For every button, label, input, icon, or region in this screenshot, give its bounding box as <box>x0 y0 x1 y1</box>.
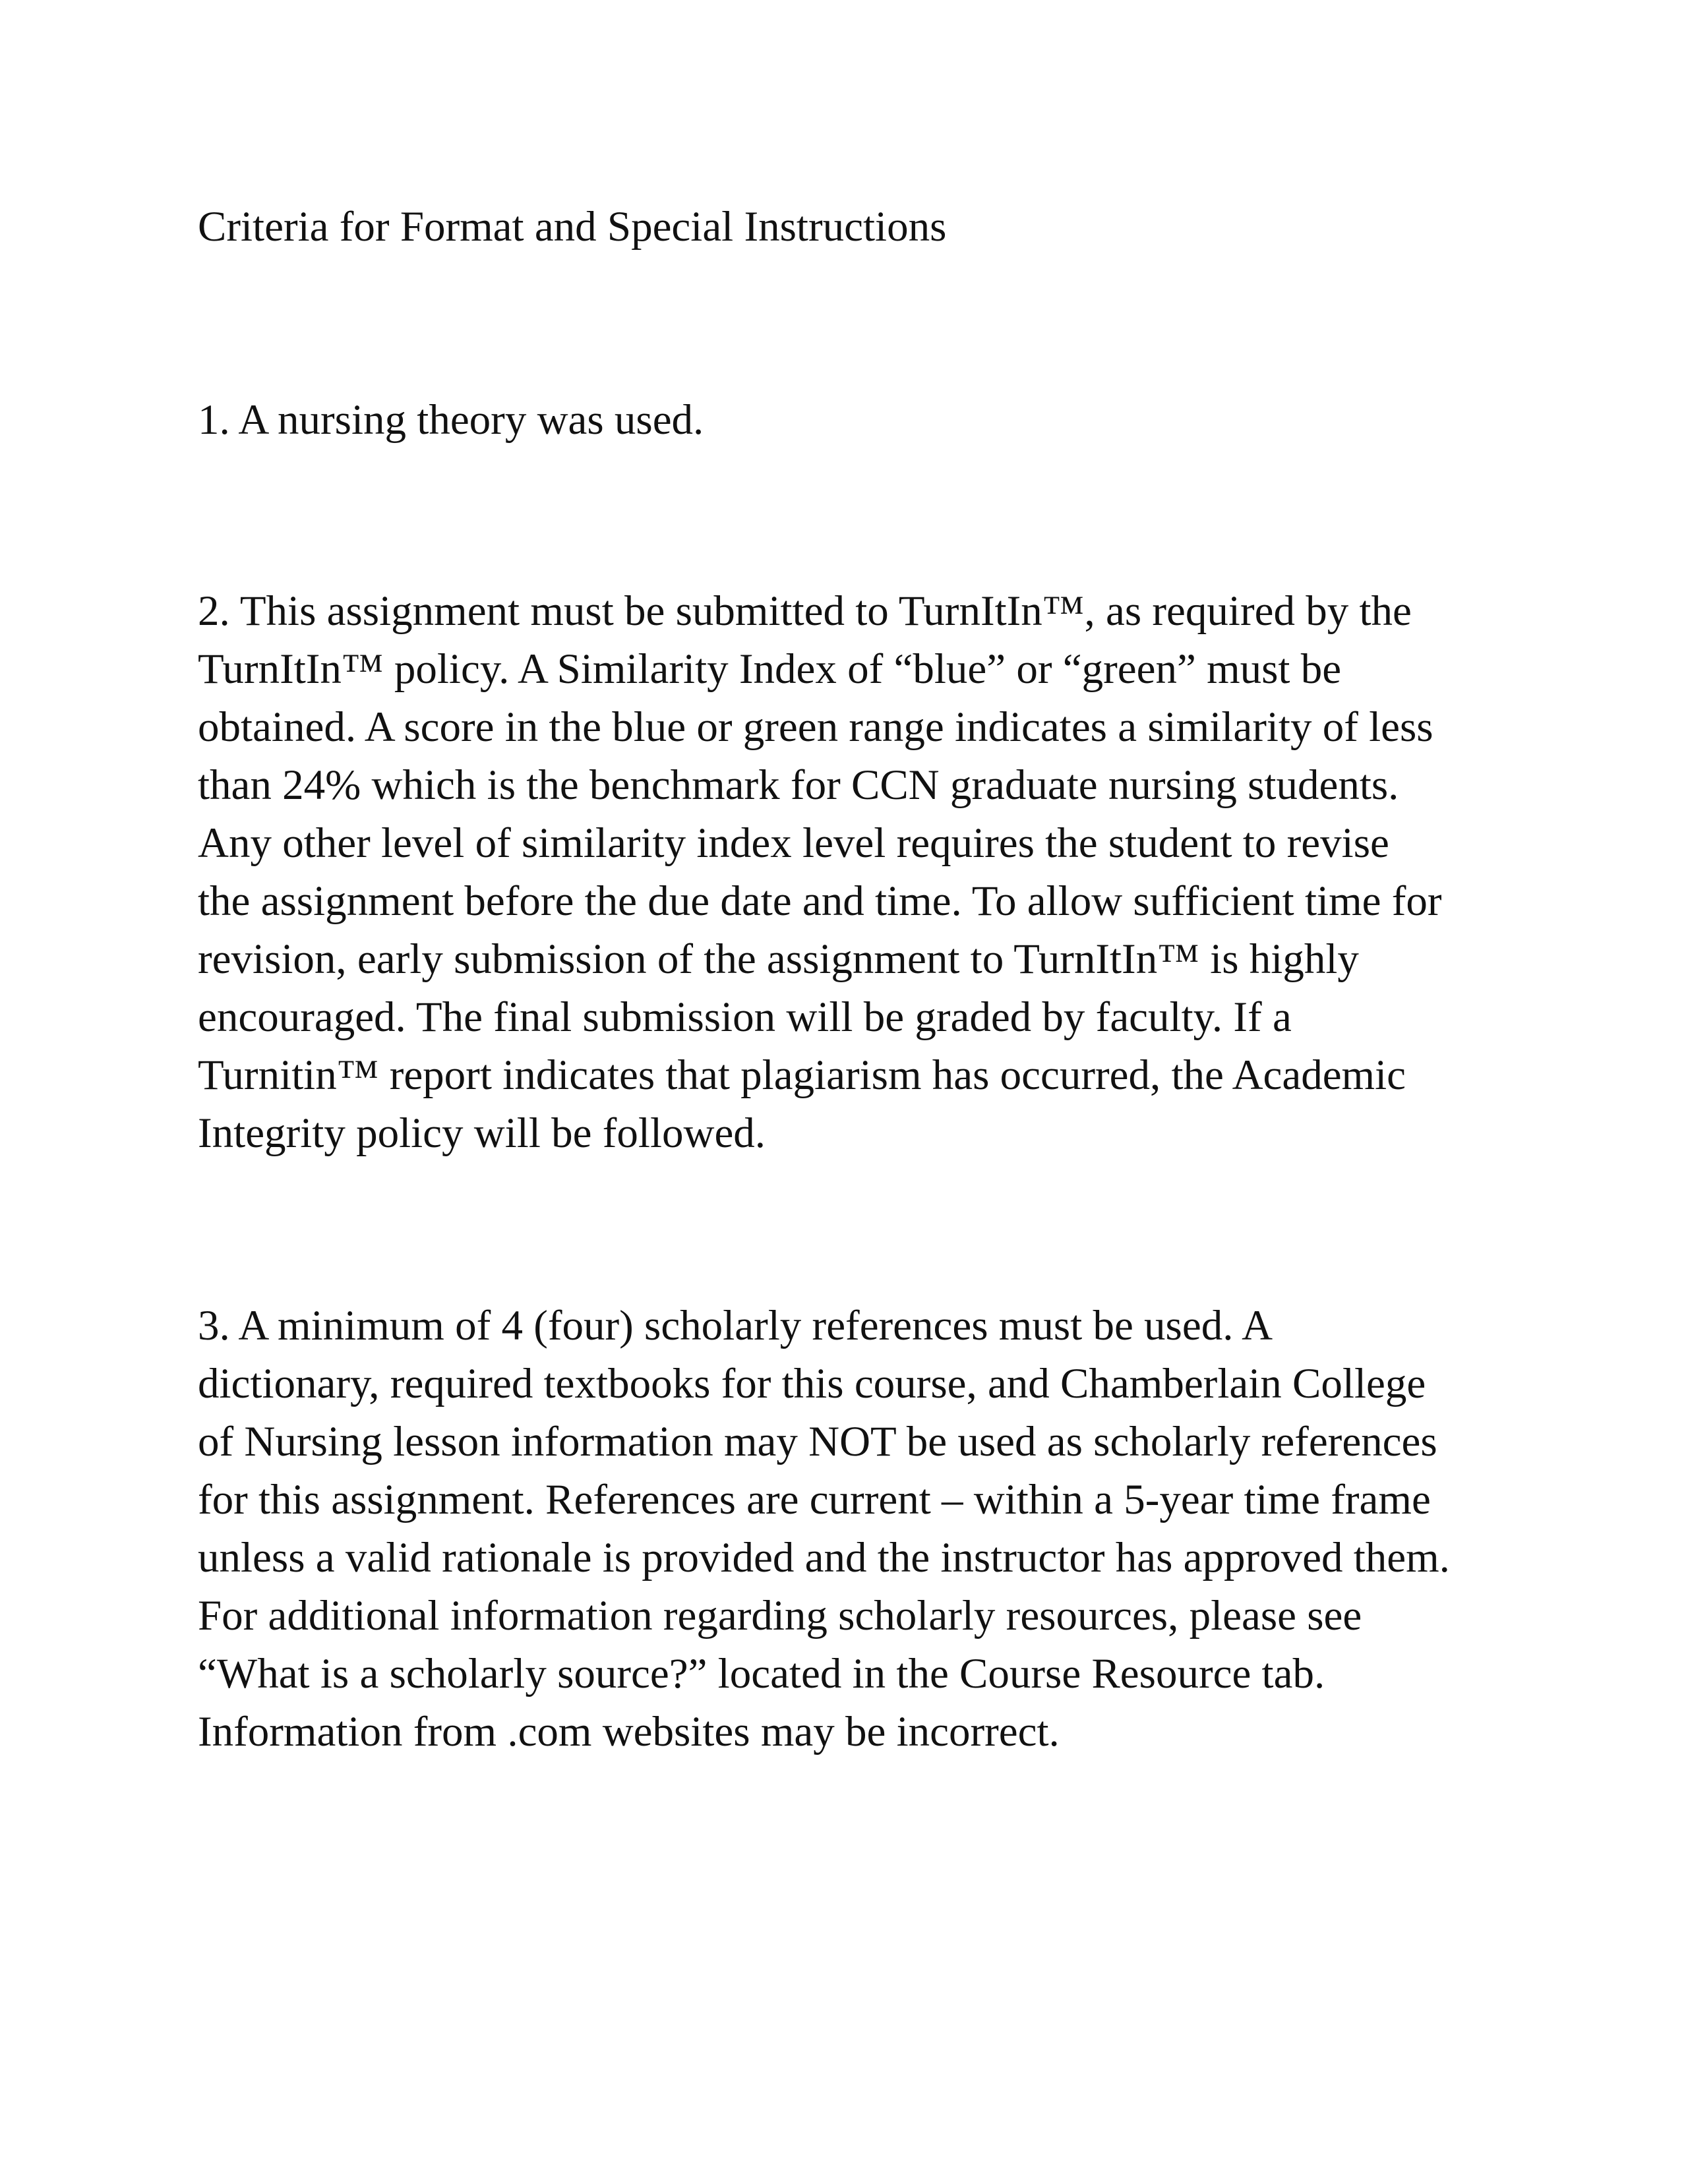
title-line: Criteria for Format and Special Instructions <box>198 203 947 251</box>
text-line: encouraged. The final submission will be graded by faculty. If a <box>198 993 1292 1041</box>
text-line: TurnItIn™ policy. A Similarity Index of “blue” or “green” must be <box>198 645 1342 693</box>
document-title <box>198 198 1517 256</box>
text-line: of Nursing lesson information may NOT be used as scholarly references <box>198 1418 1437 1465</box>
text-line: dictionary, required textbooks for this course, and Chamberlain College <box>198 1360 1426 1407</box>
text-line: Turnitin™ report indicates that plagiarism has occurred, the Academic <box>198 1051 1406 1099</box>
text-line: 2. This assignment must be submitted to TurnItIn™, as required by the <box>198 587 1412 635</box>
text-line: 3. A minimum of 4 (four) scholarly references must be used. A <box>198 1302 1273 1349</box>
criteria-item-3 <box>198 1297 1517 1761</box>
text-line: for this assignment. References are current – within a 5-year time frame <box>198 1476 1431 1523</box>
criteria-item-1 <box>198 391 1517 449</box>
text-line: obtained. A score in the blue or green range indicates a similarity of less <box>198 703 1433 751</box>
text-line: Information from .com websites may be incorrect. <box>198 1708 1060 1756</box>
text-line: unless a valid rationale is provided and the instructor has approved them. <box>198 1534 1450 1581</box>
text-line: “What is a scholarly source?” located in the Course Resource tab. <box>198 1650 1325 1697</box>
text-line: 1. A nursing theory was used. <box>198 396 704 444</box>
criteria-item-2 <box>198 582 1517 1162</box>
text-line: than 24% which is the benchmark for CCN graduate nursing students. <box>198 761 1399 809</box>
text-line: Any other level of similarity index level requires the student to revise <box>198 819 1389 867</box>
text-line: For additional information regarding scholarly resources, please see <box>198 1592 1362 1639</box>
text-line: revision, early submission of the assignment to TurnItIn™ is highly <box>198 935 1359 983</box>
text-line: the assignment before the due date and time. To allow sufficient time for <box>198 877 1442 925</box>
text-line: Integrity policy will be followed. <box>198 1109 766 1157</box>
